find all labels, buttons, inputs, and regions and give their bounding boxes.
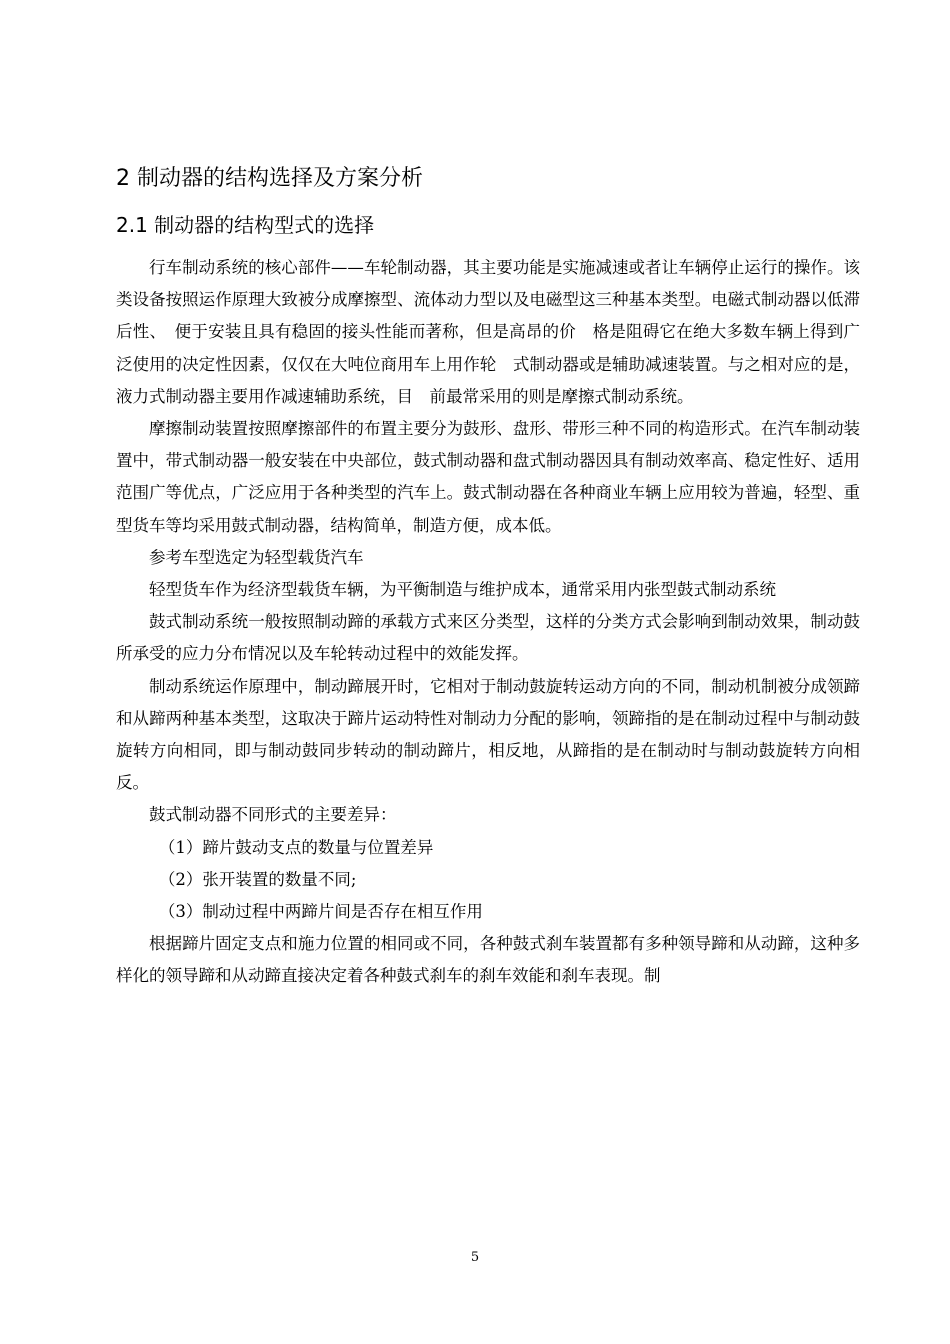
section-heading: 2.1 制动器的结构型式的选择 [116,213,375,237]
paragraph-reference-vehicle: 参考车型选定为轻型载货汽车 [149,547,364,567]
list-item: （3）制动过程中两蹄片间是否存在相互作用 [158,902,483,922]
paragraph-differences-intro: 鼓式制动器不同形式的主要差异： [149,805,397,825]
chapter-heading: 2 制动器的结构选择及方案分析 [116,166,423,191]
body-text [116,252,860,993]
paragraph-light-truck: 轻型货车作为经济型载货车辆，为平衡制造与维护成本，通常采用内张型鼓式制动系统 [149,580,776,600]
paragraph-friction-brake-types: 摩擦制动装置按照摩擦部件的布置主要分为鼓形、盘形、带形三种不同的构造形式。在汽车制动装置中，带式制动器一般安装在中央部位，鼓式制动器和盘式制动器因具有制动效率高、稳定性好、适用范围广等优点，广泛应用于各种类型的汽车上。鼓式制动器在各种商业车辆上应用较为普遍，轻型、重型货车等均采用鼓式制动器，结构简单，制造方便，成本低。 [116,419,860,535]
page-number: 5 [470,1250,480,1265]
paragraph-shoe-variety: 根据蹄片固定支点和施力位置的相同或不同，各种鼓式刹车装置都有多种领导蹄和从动蹄，这种多样化的领导蹄和从动蹄直接决定着各种鼓式刹车的刹车效能和刹车表现。制 [116,934,860,986]
paragraph-leading-trailing-shoe: 制动系统运作原理中，制动蹄展开时，它相对于制动鼓旋转运动方向的不同，制动机制被分成领蹄和从蹄两种基本类型，这取决于蹄片运动特性对制动力分配的影响，领蹄指的是在制动过程中与制动鼓旋转方向相同，即与制动鼓同步转动的制动蹄片，相反地，从蹄指的是在制动时与制动鼓旋转方向相反。 [116,676,860,793]
list-item: （1）蹄片鼓动支点的数量与位置差异 [158,837,434,857]
paragraph-brake-overview: 行车制动系统的核心部件——车轮制动器，其主要功能是实施减速或者让车辆停止运行的操作。该类设备按照运作原理大致被分成摩擦型、流体动力型以及电磁型这三种基本类型。电磁式制动器以低滞后性、 便于安装且具有稳固的接头性能而著称，但是高昂的价 格是阻碍它在绝大多数车辆上得到广泛使用的决定性因素，仅仅在大吨位商用车上用作轮 式制动器或是辅助减速装置。与之相对应的是，液力式制动器主要用作减速辅助系统，目 前最常采用的则是摩擦式制动系统。 [116,258,860,406]
list-item: （2）张开装置的数量不同; [158,869,357,889]
paragraph-drum-classification: 鼓式制动系统一般按照制动蹄的承载方式来区分类型，这样的分类方式会影响到制动效果，制动鼓所承受的应力分布情况以及车轮转动过程中的效能发挥。 [116,612,860,664]
